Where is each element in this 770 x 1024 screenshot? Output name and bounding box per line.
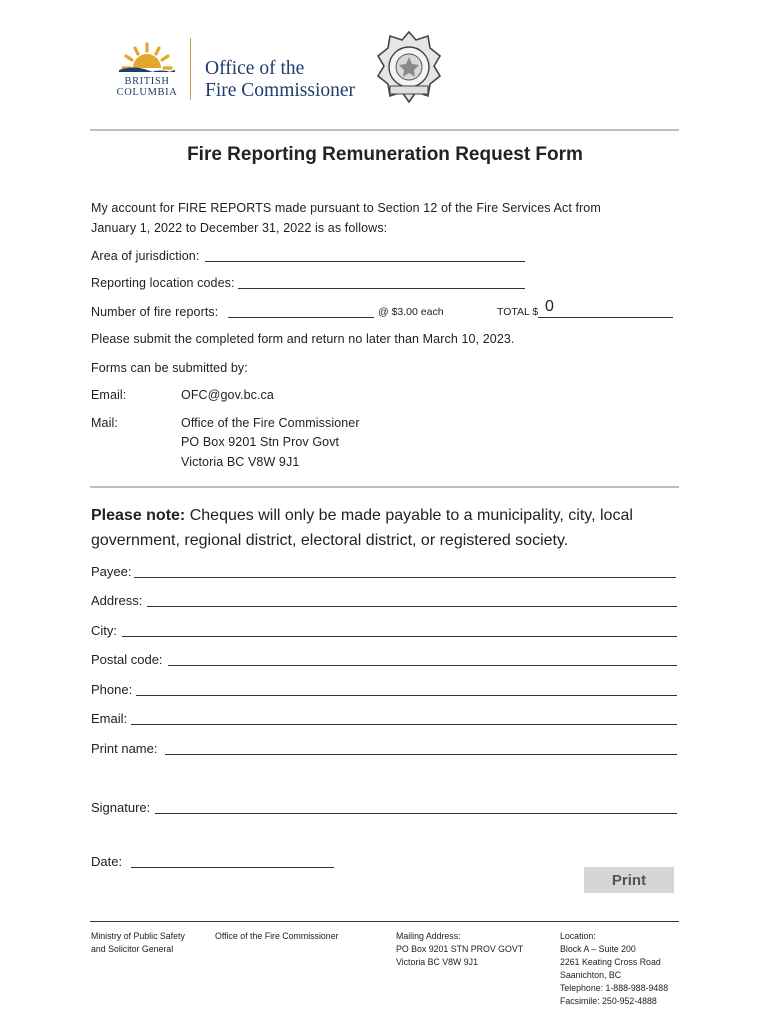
email-contact-value: OFC@gov.bc.ca — [181, 388, 274, 402]
phone-label: Phone: — [91, 682, 133, 697]
footer-location — [560, 930, 668, 1008]
footer-mailing-line2: PO Box 9201 STN PROV GOVT — [396, 944, 524, 954]
jurisdiction-label: Area of jurisdiction: — [91, 249, 200, 263]
print-button[interactable]: Print — [584, 867, 674, 893]
submit-intro: Forms can be submitted by: — [91, 361, 248, 375]
city-label: City: — [91, 623, 117, 638]
num-reports-field[interactable] — [228, 317, 374, 318]
intro-line2: January 1, 2022 to December 31, 2022 is as follows: — [91, 221, 388, 235]
mail-line2: PO Box 9201 Stn Prov Govt — [181, 435, 340, 449]
bc-logo-line1: BRITISH — [124, 76, 170, 87]
footer-office — [215, 930, 339, 943]
date-label: Date: — [91, 854, 123, 869]
payee-field[interactable] — [134, 577, 676, 578]
footer-ministry — [91, 930, 185, 956]
footer-ministry-line1: Ministry of Public Safety — [91, 931, 185, 941]
mail-contact-label: Mail: — [91, 416, 118, 430]
total-value[interactable]: 0 — [545, 298, 554, 315]
footer-location-line1: Location: — [560, 931, 596, 941]
bc-logo-line2: COLUMBIA — [116, 87, 178, 98]
location-codes-label: Reporting location codes: — [91, 276, 235, 290]
rate-text: @ $3.00 each — [378, 306, 444, 318]
footer-telephone: Telephone: 1-888-988-9488 — [560, 983, 669, 993]
num-reports-label: Number of fire reports: — [91, 305, 219, 319]
postal-code-field[interactable] — [168, 665, 677, 666]
footer-location-line3: 2261 Keating Cross Road — [560, 957, 661, 967]
deadline-text: Please submit the completed form and return no later than March 10, 2023. — [91, 332, 515, 346]
payee-label: Payee: — [91, 564, 132, 579]
footer-mailing-address — [396, 930, 523, 969]
footer-location-line2: Block A – Suite 200 — [560, 944, 636, 954]
footer-office-line1: Office of the Fire Commissioner — [215, 931, 339, 941]
footer-location-line4: Saanichton, BC — [560, 970, 622, 980]
intro-line1: My account for FIRE REPORTS made pursuant to Section 12 of the Fire Services Act from — [91, 201, 601, 215]
footer-divider — [90, 921, 679, 922]
phone-field[interactable] — [136, 695, 677, 696]
mail-line3: Victoria BC V8W 9J1 — [181, 455, 300, 469]
print-name-field[interactable] — [165, 754, 677, 755]
jurisdiction-field[interactable] — [205, 261, 525, 262]
signature-field[interactable] — [155, 813, 677, 814]
date-field[interactable] — [131, 867, 334, 868]
footer-facsimile: Facsimile: 250-952-4888 — [560, 996, 657, 1006]
address-field[interactable] — [147, 606, 677, 607]
footer-ministry-line2: and Solicitor General — [91, 944, 174, 954]
office-title-line1: Office of the — [205, 58, 305, 79]
email-contact-label: Email: — [91, 388, 127, 402]
mail-line1: Office of the Fire Commissioner — [181, 416, 360, 430]
bc-logo — [112, 38, 182, 100]
address-label: Address: — [91, 593, 143, 608]
email-label: Email: — [91, 711, 128, 726]
fire-commissioner-badge — [376, 30, 442, 104]
city-field[interactable] — [122, 636, 677, 637]
signature-label: Signature: — [91, 800, 151, 815]
note-line2: government, regional district, electoral district, or registered society. — [91, 532, 569, 549]
postal-code-label: Postal code: — [91, 652, 163, 667]
footer-mailing-line1: Mailing Address: — [396, 931, 461, 941]
section-divider — [90, 486, 679, 488]
note-bold: Please note: — [91, 507, 186, 524]
note-line1: Cheques will only be made payable to a municipality, city, local — [185, 507, 633, 524]
footer-mailing-line3: Victoria BC V8W 9J1 — [396, 957, 478, 967]
payable-note — [91, 503, 691, 528]
location-codes-field[interactable] — [238, 288, 525, 289]
total-field[interactable] — [538, 317, 673, 318]
total-label: TOTAL $ — [497, 306, 539, 318]
office-title-line2: Fire Commissioner — [205, 80, 356, 101]
maltese-cross-badge-icon — [376, 30, 442, 104]
print-name-label: Print name: — [91, 741, 158, 756]
logo-divider — [190, 38, 191, 100]
bc-sun-icon — [112, 38, 182, 72]
email-field[interactable] — [131, 724, 677, 725]
header-divider — [90, 129, 679, 131]
page-title: Fire Reporting Remuneration Request Form — [187, 144, 583, 165]
